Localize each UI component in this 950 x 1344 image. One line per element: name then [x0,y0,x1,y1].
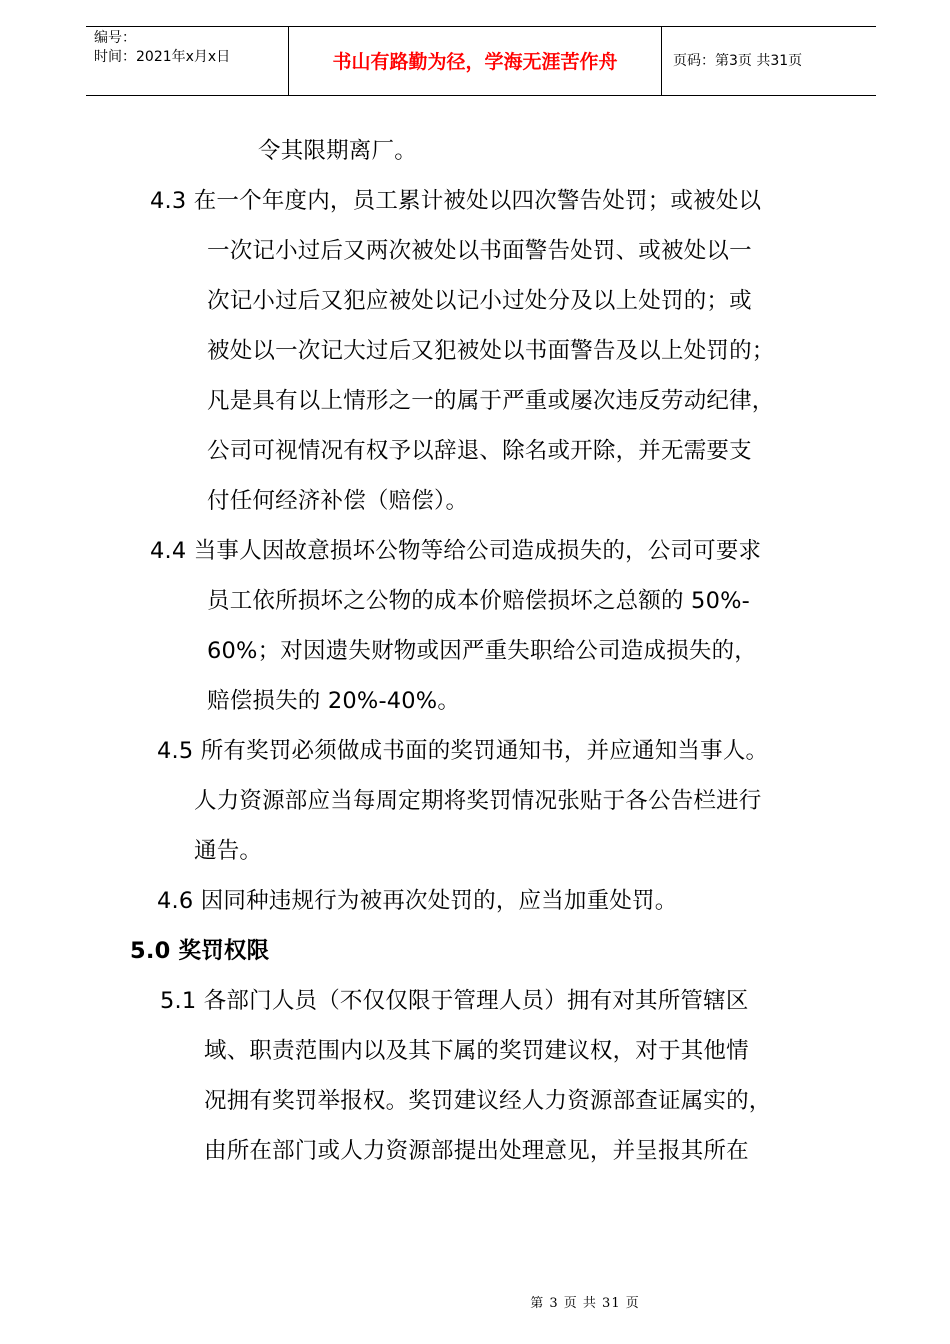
body-line: 公司可视情况有权予以辞退、除名或开除，并无需要支 [207,438,752,464]
body-line: 次记小过后又犯应被处以记小过处分及以上处罚的；或 [207,288,752,314]
body-line: 赔偿损失的 20%-40%。 [207,688,461,714]
body-line: 人力资源部应当每周定期将奖罚情况张贴于各公告栏进行 [194,788,762,814]
body-line: 4.3 在一个年度内，员工累计被处以四次警告处罚；或被处以 [150,188,762,214]
header-page-info: 页码：第3页 共31页 [673,53,803,69]
body-line: 4.5 所有奖罚必须做成书面的奖罚通知书，并应通知当事人。 [157,738,769,764]
body-line: 付任何经济补偿（赔偿）。 [207,488,469,514]
body-line: 一次记小过后又两次被处以书面警告处罚、或被处以一 [207,238,752,264]
document-time-label: 时间：2021年x月x日 [94,49,231,65]
body-line: 5.1 各部门人员（不仅仅限于管理人员）拥有对其所管辖区 [160,988,749,1014]
body-line: 4.4 当事人因故意损坏公物等给公司造成损失的，公司可要求 [150,538,762,564]
body-line: 况拥有奖罚举报权。奖罚建议经人力资源部查证属实的， [204,1088,772,1114]
body-line: 被处以一次记大过后又犯被处以书面警告及以上处罚的； [207,338,775,364]
body-line: 令其限期离厂。 [258,138,417,164]
body-line: 由所在部门或人力资源部提出处理意见，并呈报其所在 [204,1138,749,1164]
body-line: 60%；对因遗失财物或因严重失职给公司造成损失的， [207,638,758,664]
body-line: 凡是具有以上情形之一的属于严重或屡次违反劳动纪律， [207,388,775,414]
header-motto-cell [288,27,662,95]
body-line: 域、职责范围内以及其下属的奖罚建议权，对于其他情 [204,1038,749,1064]
header-meta-cell [86,27,288,95]
document-number-label: 编号： [94,30,136,46]
header-motto: 书山有路勤为径，学海无涯苦作舟 [332,51,618,73]
page-footer: 第 3 页 共 31 页 [530,1296,640,1311]
body-line: 4.6 因同种违规行为被再次处罚的，应当加重处罚。 [157,888,678,914]
section-heading: 5.0 奖罚权限 [130,938,270,964]
page-header [86,26,876,96]
body-line: 通告。 [194,838,263,864]
body-line: 员工依所损坏之公物的成本价赔偿损坏之总额的 50%- [207,588,750,614]
header-page-cell [661,27,876,95]
